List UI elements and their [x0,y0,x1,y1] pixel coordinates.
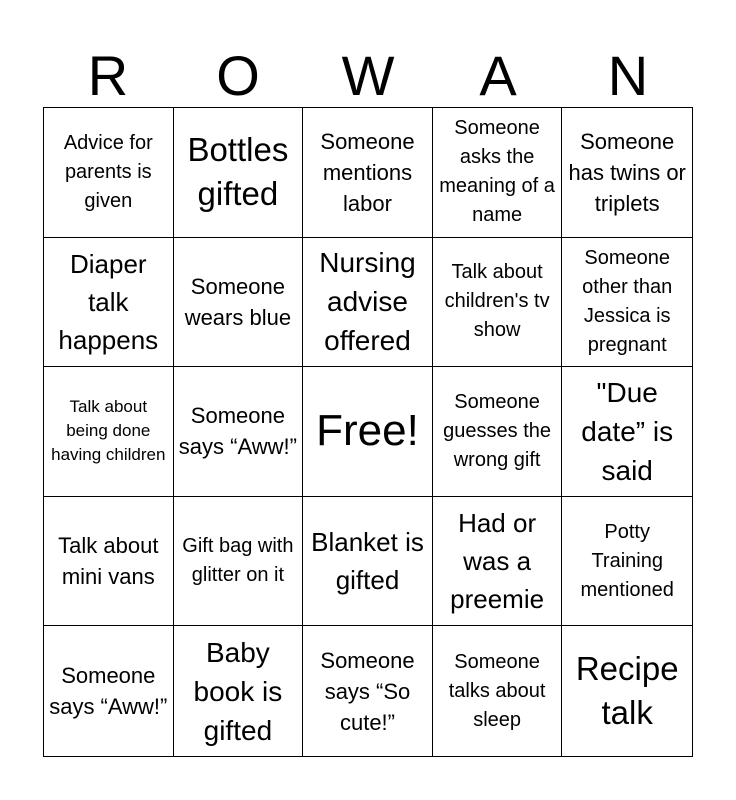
cell-text: Diaper talk happens [58,248,159,355]
bingo-cell[interactable] [562,367,692,497]
bingo-cell[interactable] [562,497,692,627]
bingo-cell[interactable] [433,626,563,756]
cell-text: Free! [316,406,419,456]
header-letter-n: N [607,44,649,107]
bingo-cell[interactable] [433,238,563,368]
cell-text: Talk about mini vans [58,533,159,590]
cell-text: Someone has twins or triplets [568,128,686,216]
cell-text: "Due date” is said [581,376,674,486]
bingo-cell[interactable] [174,626,304,756]
bingo-header [43,44,693,108]
bingo-cell[interactable] [44,108,174,238]
cell-text: Someone other than Jessica is pregnant [582,246,673,356]
bingo-cell[interactable] [174,497,304,627]
bingo-cell[interactable] [562,108,692,238]
header-letter-a: A [479,44,517,107]
cell-text: Someone asks the meaning of a name [439,117,555,227]
bingo-cell[interactable] [44,626,174,756]
cell-text: Someone says “Aww!” [178,403,297,460]
header-letter-o: O [216,44,260,107]
bingo-cell[interactable] [44,497,174,627]
bingo-cell[interactable] [44,238,174,368]
cell-text: Talk about children's tv show [444,261,550,342]
cell-text: Someone guesses the wrong gift [443,390,552,471]
cell-text: Someone mentions labor [320,128,415,216]
bingo-cell[interactable] [44,367,174,497]
cell-text: Someone talks about sleep [448,650,546,731]
cell-text: Recipe talk [575,650,679,732]
cell-text: Someone says “So cute!” [320,647,415,735]
bingo-cell[interactable] [174,367,304,497]
header-letter-w: W [341,44,395,107]
cell-text: Talk about being done having children [51,397,166,465]
cell-text: Advice for parents is given [63,131,153,212]
bingo-cell[interactable] [433,497,563,627]
header-letter-r: R [87,44,129,107]
cell-text: Nursing advise offered [319,247,416,357]
cell-text: Blanket is gifted [311,527,424,596]
bingo-cell[interactable] [303,626,433,756]
bingo-cell[interactable] [433,367,563,497]
cell-text: Someone says “Aww!” [49,663,168,720]
bingo-cell[interactable] [303,497,433,627]
bingo-cell[interactable] [562,626,692,756]
bingo-grid [43,107,693,757]
bingo-cell[interactable] [303,238,433,368]
bingo-cell[interactable] [174,238,304,368]
cell-text: Potty Training mentioned [580,520,674,601]
cell-text: Bottles gifted [187,131,289,213]
cell-text: Someone wears blue [184,273,292,330]
cell-text: Baby book is gifted [193,636,283,746]
bingo-cell[interactable] [303,108,433,238]
bingo-cell[interactable] [433,108,563,238]
cell-text: Had or was a preemie [450,508,545,615]
bingo-cell[interactable] [562,238,692,368]
bingo-cell[interactable] [174,108,304,238]
free-space[interactable] [303,367,433,497]
cell-text: Gift bag with glitter on it [182,535,294,587]
